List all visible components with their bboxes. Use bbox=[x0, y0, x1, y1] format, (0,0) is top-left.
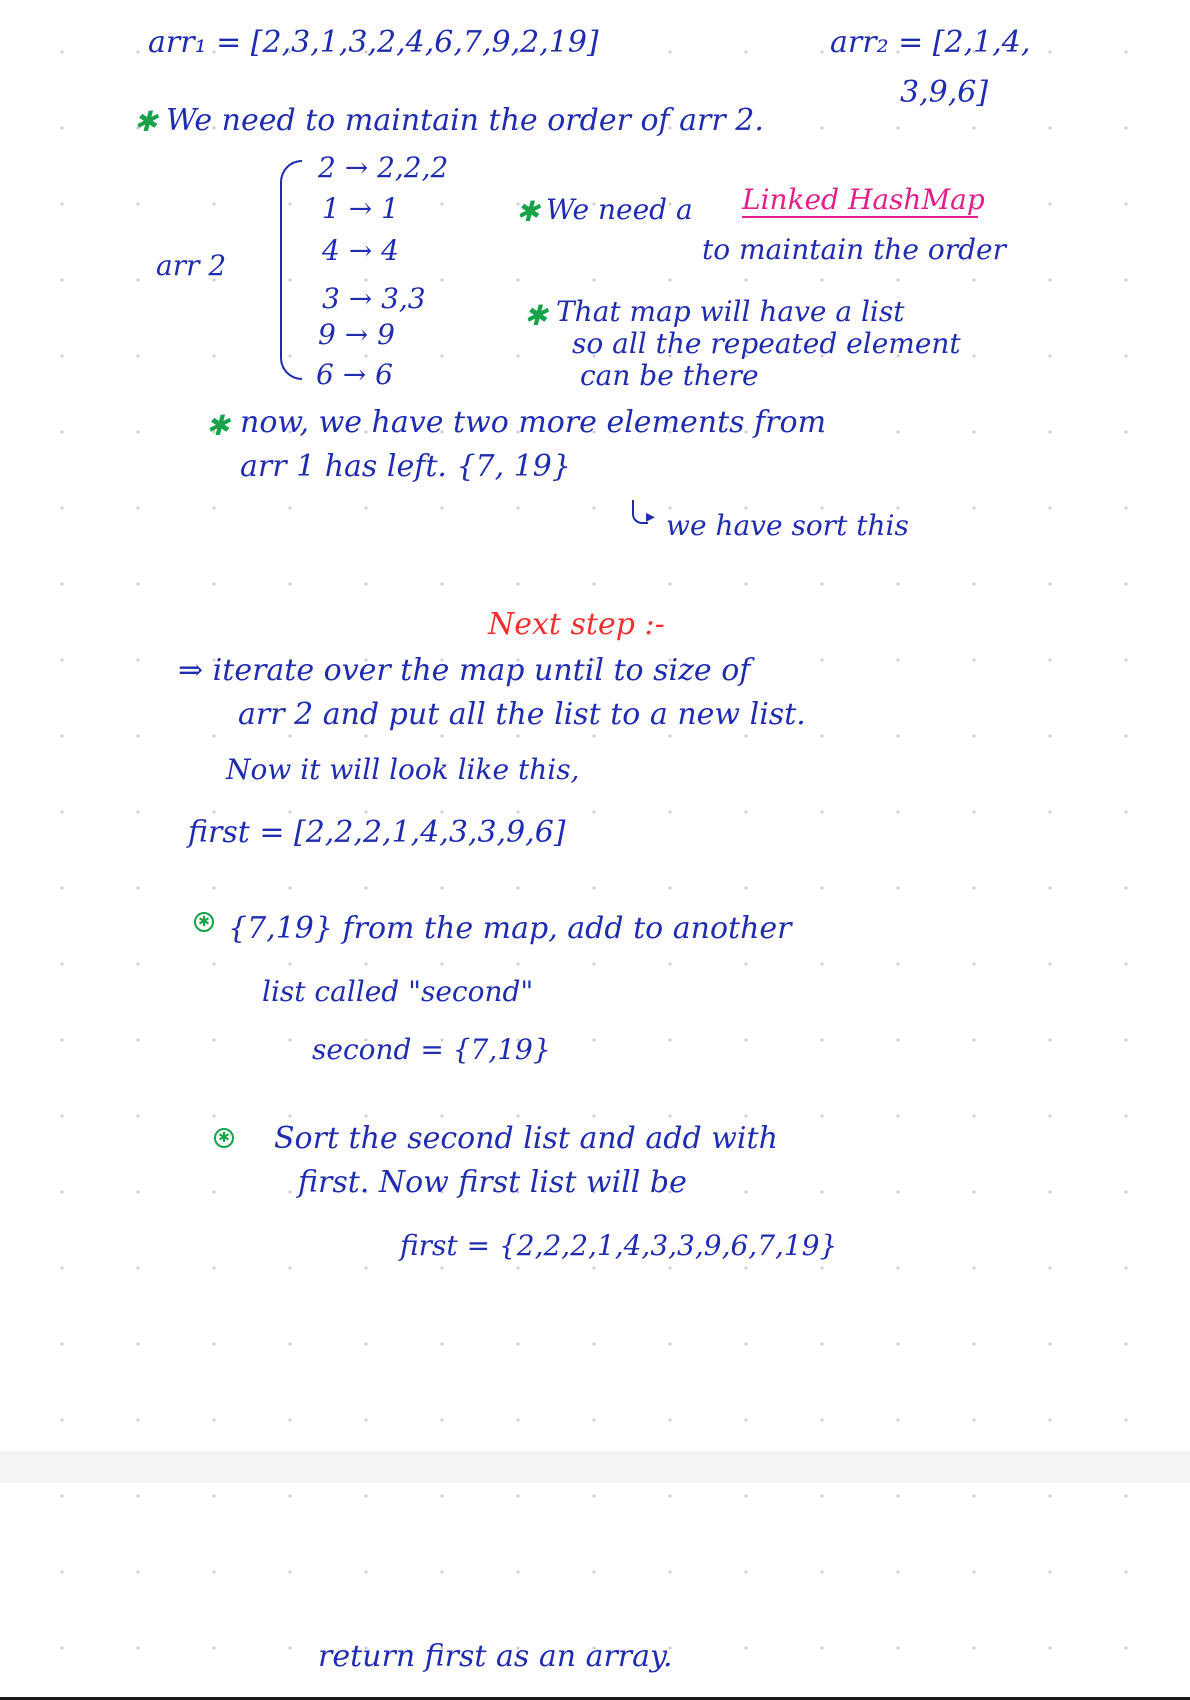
linked-prefix: We need a bbox=[546, 193, 693, 226]
sort-bullet-line1: Sort the second list and add with bbox=[274, 1121, 778, 1156]
list-note-line1: That map will have a list bbox=[556, 295, 905, 328]
list-note-line3: can be there bbox=[580, 359, 759, 392]
map-entry: 1 → 1 bbox=[322, 192, 399, 225]
second-bullet-line1: {7,19} from the map, add to another bbox=[228, 911, 792, 946]
order-note: We need to maintain the order of arr 2. bbox=[166, 103, 764, 138]
remaining-line2: arr 1 has left. {7, 19} bbox=[240, 449, 571, 484]
linked-suffix: to maintain the order bbox=[702, 233, 1006, 266]
linked-hashmap-term: Linked HashMap bbox=[742, 183, 985, 216]
map-label: arr 2 bbox=[156, 249, 227, 282]
return-line: return first as an array. bbox=[318, 1639, 673, 1674]
linked-hashmap-underline bbox=[742, 216, 978, 218]
map-entry: 3 → 3,3 bbox=[322, 282, 426, 315]
remaining-line1: now, we have two more elements from bbox=[240, 405, 827, 440]
asterisk-icon: ✱ bbox=[134, 105, 158, 138]
map-entry: 6 → 6 bbox=[316, 358, 393, 391]
iterate-line2: arr 2 and put all the list to a new list. bbox=[238, 697, 806, 732]
second-value: second = {7,19} bbox=[312, 1033, 551, 1066]
asterisk-icon: ✱ bbox=[524, 299, 548, 332]
map-entry: 9 → 9 bbox=[318, 318, 395, 351]
iterate-line1: ⇒ iterate over the map until to size of bbox=[178, 653, 751, 688]
map-bracket bbox=[280, 160, 302, 380]
arr2-definition-continued: 3,9,6] bbox=[900, 75, 989, 110]
first-list: first = [2,2,2,1,4,3,3,9,6] bbox=[188, 815, 566, 850]
asterisk-icon: ✱ bbox=[206, 409, 230, 442]
sort-note: we have sort this bbox=[666, 509, 909, 542]
sort-bullet-line2: first. Now first list will be bbox=[298, 1165, 687, 1200]
page-break-strip bbox=[0, 1451, 1190, 1483]
circled-asterisk-icon: ✱ bbox=[214, 1128, 234, 1148]
arr2-definition: arr₂ = [2,1,4, bbox=[830, 25, 1031, 60]
final-first-list: first = {2,2,2,1,4,3,3,9,6,7,19} bbox=[400, 1229, 838, 1262]
second-bullet-line2: list called "second" bbox=[262, 975, 534, 1008]
asterisk-icon: ✱ bbox=[516, 195, 540, 228]
circled-asterisk-icon: ✱ bbox=[194, 912, 214, 932]
look-line: Now it will look like this, bbox=[226, 753, 580, 786]
map-entry: 4 → 4 bbox=[322, 234, 399, 267]
next-step-heading: Next step :- bbox=[488, 607, 665, 642]
list-note-line2: so all the repeated element bbox=[572, 327, 961, 360]
map-entry: 2 → 2,2,2 bbox=[318, 151, 449, 184]
right-arrow-icon: ▸ bbox=[646, 506, 656, 527]
arr1-definition: arr₁ = [2,3,1,3,2,4,6,7,9,2,19] bbox=[148, 25, 599, 60]
